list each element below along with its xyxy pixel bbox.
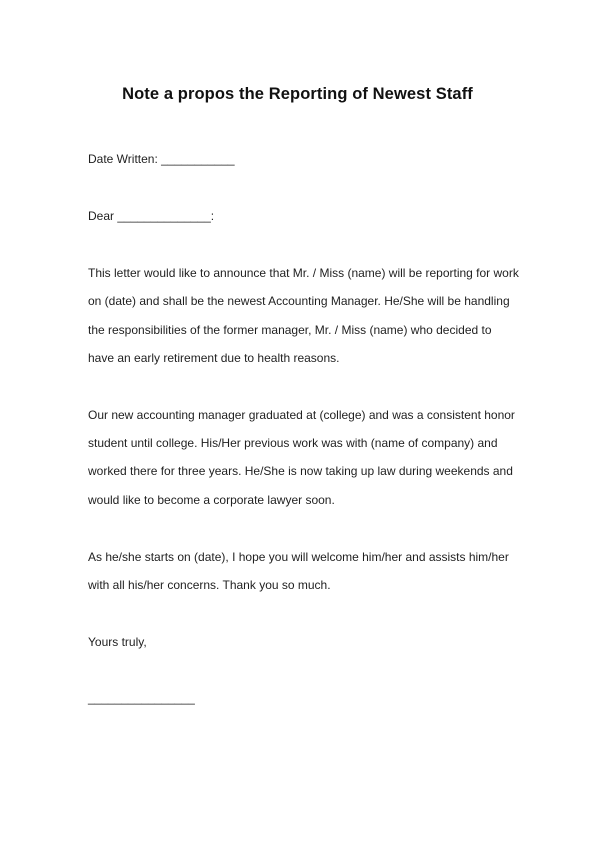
paragraph-2-line-3: worked there for three years. He/She is now taking up law during weekends and (88, 464, 513, 478)
paragraph-2-line-1: Our new accounting manager graduated at (college) and was a consistent honor (88, 408, 515, 422)
date-written-line: Date Written: ___________ (88, 152, 235, 166)
paragraph-3-line-2: with all his/her concerns. Thank you so much. (88, 578, 331, 592)
paragraph-1-line-3: the responsibilities of the former manager, Mr. / Miss (name) who decided to (88, 323, 492, 337)
paragraph-1-line-4: have an early retirement due to health reasons. (88, 351, 340, 365)
paragraph-2-line-2: student until college. His/Her previous work was with (name of company) and (88, 436, 498, 450)
paragraph-3-line-1: As he/she starts on (date), I hope you will welcome him/her and assists him/her (88, 550, 509, 564)
closing: Yours truly, (88, 635, 147, 649)
paragraph-1-line-1: This letter would like to announce that Mr. / Miss (name) will be reporting for work (88, 266, 519, 280)
paragraph-1-line-2: on (date) and shall be the newest Accounting Manager. He/She will be handling (88, 294, 510, 308)
paragraph-2-line-4: would like to become a corporate lawyer soon. (88, 493, 335, 507)
signature-line: ________________ (88, 691, 195, 705)
salutation: Dear ______________: (88, 209, 215, 223)
document-title: Note a propos the Reporting of Newest Staff (122, 85, 473, 103)
